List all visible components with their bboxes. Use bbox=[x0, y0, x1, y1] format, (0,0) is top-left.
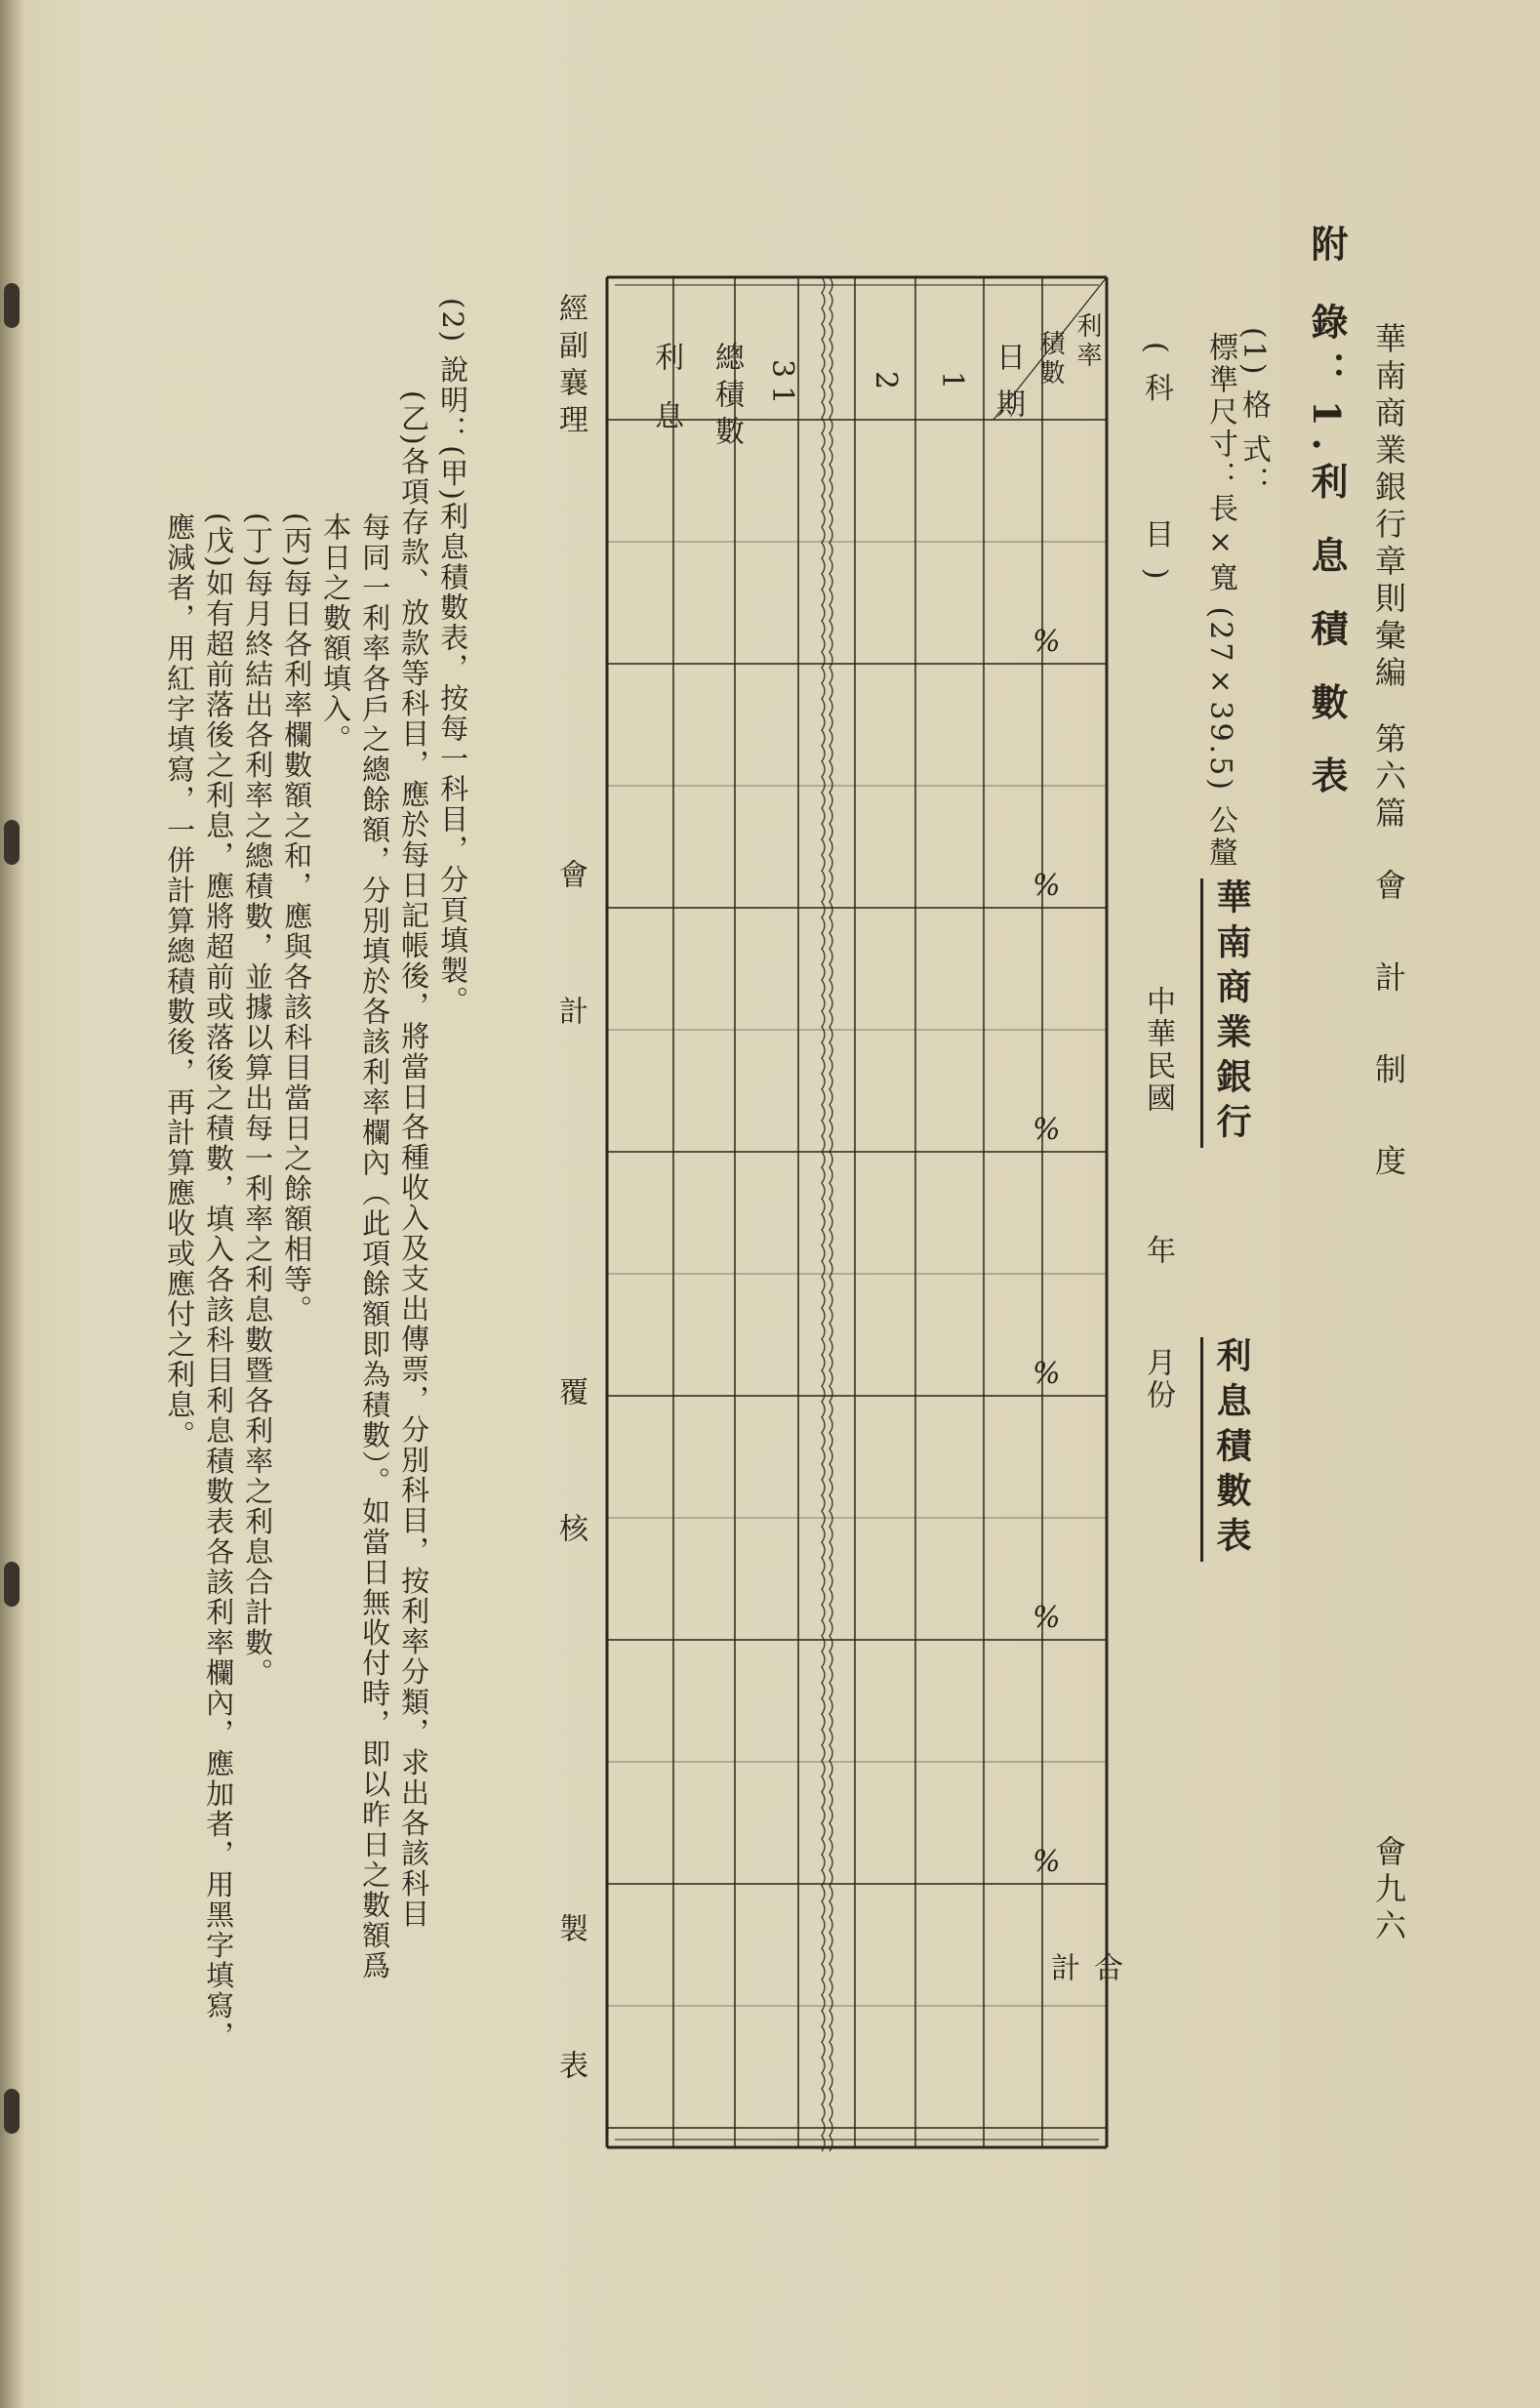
format-line: (1) 格 式： bbox=[1236, 327, 1271, 499]
corner-label-balance: 積數 bbox=[1035, 330, 1065, 388]
note-intro: (2) 說明：(甲)利息積數表，按每一科目，分頁填製。 bbox=[436, 298, 470, 1016]
binding-stitch bbox=[4, 283, 20, 328]
note-e-line1: (戊)如有超前落後之利息，應將超前或落後之積數，填入各該科目利息積數表各該利率欄內，應加者，用黑字填寫， bbox=[202, 512, 236, 2052]
note-e-line2: 應減者，用紅字填寫，一併計算總積數後，再計算應收或應付之利息。 bbox=[163, 512, 197, 1450]
note-b-line1: (乙)各項存款、放款等科目，應於每日記帳後，將當日各種收入及支出傳票，分別科目，按利率分類，求出各該科目 bbox=[397, 390, 431, 1930]
rate-percent-5: % bbox=[1033, 1601, 1061, 1635]
chapter-name: 會 計 制 度 bbox=[1370, 869, 1407, 1202]
rate-percent-4: % bbox=[1033, 1357, 1061, 1391]
book-title: 華南商業銀行章則彙編 bbox=[1370, 322, 1407, 693]
row-break-wave bbox=[822, 277, 825, 2151]
size-line: 標準尺寸：長×寬 (27×39.5) 公釐 bbox=[1203, 332, 1237, 870]
row-day-1: 1 bbox=[935, 371, 969, 398]
row-interest: 利息 bbox=[649, 342, 683, 459]
binding-stitch bbox=[4, 1562, 20, 1607]
sign-manager: 經副襄理 bbox=[553, 293, 588, 441]
rate-percent-2: % bbox=[1033, 869, 1061, 903]
sign-review: 覆 核 bbox=[553, 1376, 588, 1581]
subject-line: (科 目) bbox=[1139, 342, 1173, 599]
row-day-31: 31 bbox=[765, 359, 799, 413]
note-d: (丁)每月終結出各利率之總積數，並據以算出每一利率之利息數暨各利率之利息合計數。 bbox=[241, 512, 275, 1689]
appendix-heading: 錄：1.利 息 積 數 表 bbox=[1305, 303, 1349, 805]
binding-edge bbox=[0, 0, 25, 2408]
row-break-wave bbox=[830, 277, 832, 2151]
date-prefix: 中華民國 bbox=[1141, 986, 1175, 1115]
rate-percent-1: % bbox=[1033, 625, 1061, 659]
appendix-label: 附 bbox=[1305, 224, 1349, 273]
sign-prepared: 製 表 bbox=[553, 1913, 588, 2118]
note-b-line2: 每同一利率各戶之總餘額，分別填於各該利率欄內（此項餘額即為積數）。如當日無收付時，即以昨日之數額爲 bbox=[358, 512, 392, 1981]
date-year: 年 bbox=[1141, 1235, 1175, 1267]
form-bank-name: 華南商業銀行 bbox=[1200, 878, 1257, 1148]
corner-label-rate: 利率 bbox=[1073, 312, 1102, 371]
page-number: 會九六 bbox=[1370, 1835, 1407, 1946]
sign-accounting: 會 計 bbox=[553, 859, 588, 1064]
chapter-label: 第六篇 bbox=[1370, 722, 1407, 834]
note-b-line3: 本日之數額填入。 bbox=[319, 512, 353, 755]
rate-percent-6: % bbox=[1033, 1845, 1061, 1879]
date-column-label: 日期 bbox=[991, 342, 1025, 435]
form-title: 利息積數表 bbox=[1200, 1337, 1257, 1562]
row-day-2: 2 bbox=[869, 371, 903, 398]
row-total-balance: 總積數 bbox=[709, 342, 744, 453]
note-c: (丙)每日各利率欄數額之和，應與各該科目當日之餘額相等。 bbox=[280, 512, 314, 1326]
date-month: 月份 bbox=[1141, 1347, 1175, 1411]
interest-table bbox=[603, 273, 1122, 2216]
binding-stitch bbox=[4, 820, 20, 865]
rate-percent-3: % bbox=[1033, 1113, 1061, 1147]
total-column-label: 合 計 bbox=[1045, 1952, 1122, 2216]
binding-stitch bbox=[4, 2089, 20, 2134]
